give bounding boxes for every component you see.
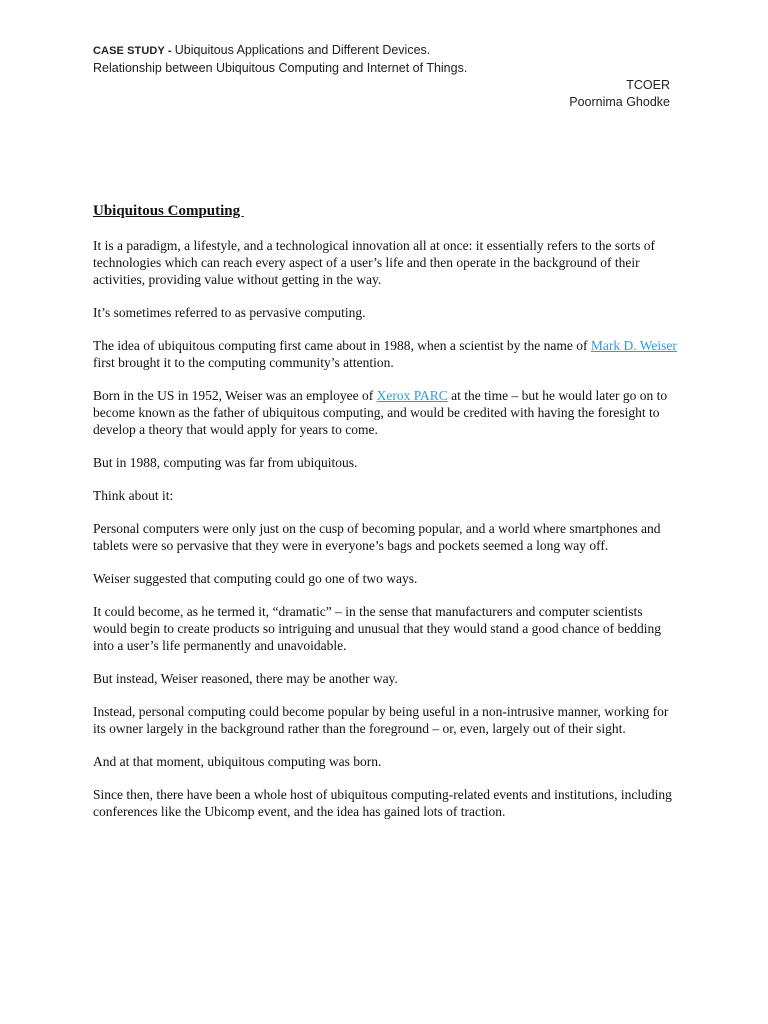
article-heading: Ubiquitous Computing xyxy=(93,203,244,219)
paragraph-definition: It is a paradigm, a lifestyle, and a technological innovation all at once: it essentially refers to the sorts of technologies which can reach every aspect of a user’s life and then operate in the background of their activities, providing value without getting in the way. xyxy=(93,238,655,287)
paragraph-1988: But in 1988, computing was far from ubiquitous. xyxy=(93,455,358,470)
article-body xyxy=(93,201,678,836)
case-study-title: Ubiquitous Applications and Different Devices. xyxy=(174,43,431,57)
case-study-subtitle: Relationship between Ubiquitous Computing and Internet of Things. xyxy=(93,61,468,75)
paragraph-origin-text-start: The idea of ubiquitous computing first came about in 1988, when a scientist by the name of xyxy=(93,338,591,353)
paragraph-weiser-bio-text-start: Born in the US in 1952, Weiser was an employee of xyxy=(93,388,377,403)
paragraph-personal-computers: Personal computers were only just on the cusp of becoming popular, and a world where smartphones and tablets were so pervasive that they were in everyone’s bags and pockets seemed a long way off. xyxy=(93,521,661,553)
mark-weiser-link[interactable]: Mark D. Weiser xyxy=(590,338,677,353)
paragraph-another-way: But instead, Weiser reasoned, there may be another way. xyxy=(93,671,398,686)
paragraph-origin xyxy=(93,337,678,371)
paragraph-weiser-bio xyxy=(93,387,678,438)
paragraph-weiser-bio-text-end: at the time – but he would later go on to become known as the father of ubiquitous computing, and would be credited with having the foresight to develop a theory that would apply for years to come. xyxy=(93,388,668,437)
case-study-label: CASE STUDY xyxy=(93,45,165,57)
case-study-line xyxy=(93,42,683,60)
paragraph-origin-text-end: first brought it to the computing community’s attention. xyxy=(93,355,394,370)
author-name: Poornima Ghodke xyxy=(569,95,670,109)
institute-name: TCOER xyxy=(626,78,670,92)
paragraph-non-intrusive: Instead, personal computing could become popular by being useful in a non-intrusive manner, working for its owner largely in the background rather than the foreground – or, even, largely out of their sight. xyxy=(93,704,669,736)
paragraph-since-then: Since then, there have been a whole host of ubiquitous computing-related events and institutions, including conferences like the Ubicomp event, and the idea has gained lots of traction. xyxy=(93,787,672,819)
paragraph-born: And at that moment, ubiquitous computing was born. xyxy=(93,754,382,769)
paragraph-think: Think about it: xyxy=(93,488,174,503)
xerox-parc-link[interactable]: Xerox PARC xyxy=(376,388,448,403)
paragraph-two-ways: Weiser suggested that computing could go one of two ways. xyxy=(93,571,418,586)
paragraph-dramatic: It could become, as he termed it, “dramatic” – in the sense that manufacturers and computer scientists would begin to create products so intriguing and unusual that they would stand a good chance of bedding into a user’s life permanently and unavoidable. xyxy=(93,604,661,653)
document-header xyxy=(93,42,683,111)
case-study-separator: - xyxy=(164,45,175,57)
paragraph-pervasive: It’s sometimes referred to as pervasive computing. xyxy=(93,305,366,320)
